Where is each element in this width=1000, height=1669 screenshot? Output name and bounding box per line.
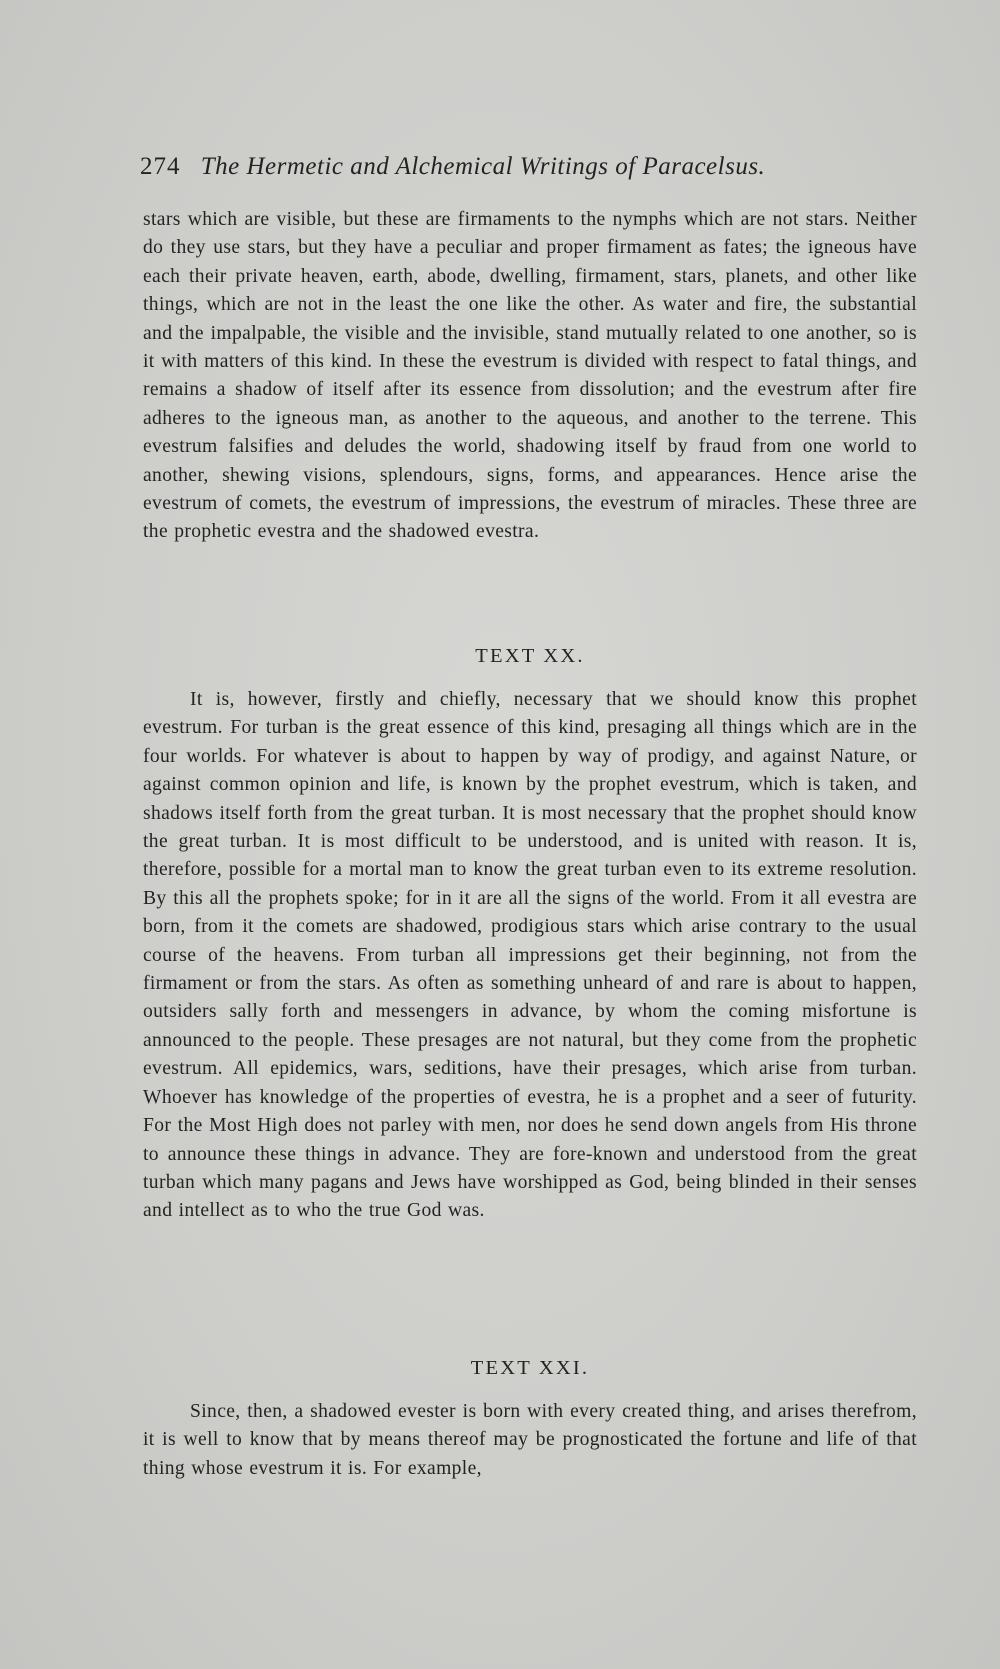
section-heading-text-xxi: TEXT XXI. (470, 1357, 590, 1379)
running-title: The Hermetic and Alchemical Writings of Paracelsus. (200, 153, 766, 180)
paragraph-text: Since, then, a shadowed evester is born with every created thing, and arises therefrom, it is well to know that by means thereof may be prognosticated the fortune and life of that thing whose evestrum it is. For example, (143, 1401, 917, 1479)
section-heading-text-xx: TEXT XX. (475, 645, 585, 667)
paragraph-continuation (143, 206, 917, 547)
paragraph-text: It is, however, firstly and chiefly, necessary that we should know this prophet evestrum. For turban is the great essence of this kind, presaging all things which are in the four worlds. For whatever is about to happen by way of prodigy, and against Nature, or against common opinion and life, is known by the prophet evestrum, which is taken, and shadows itself forth from the great turban. It is most necessary that the prophet should know the great turban. It is most difficult to be understood, and is united with reason. It is, therefore, possible for a mortal man to know the great turban even to its extreme resolution. By this all the prophets spoke; for in it are all the signs of the world. From it all evestra are born, from it the comets are shadowed, prodigious stars which arise contrary to the usual course of the heavens. From turban all impressions get their beginning, not from the firmament or from the stars. As often as something unheard of and rare is about to happen, outsiders sally forth and messengers in advance, by whom the coming misfortune is announced to the people. These presages are not natural, but they come from the prophetic evestrum. All epidemics, wars, seditions, have their presages, which arise from turban. Whoever has knowledge of the properties of evestra, he is a prophet and a seer of futurity. For the Most High does not parley with men, nor does he send down angels from His throne to announce these things in advance. They are fore-known and understood from the great turban which many pagans and Jews have worshipped as God, being blinded in their senses and intellect as to who the true God was. (143, 689, 917, 1222)
running-header (140, 152, 920, 182)
page-number: 274 (140, 153, 181, 180)
paragraph-text: stars which are visible, but these are firmaments to the nymphs which are not stars. Neither do they use stars, but they have a peculiar and proper firmament as fates; the igneous have each their private heaven, earth, abode, dwelling, firmament, stars, planets, and other like things, which are not in the least the one like the other. As water and fire, the substantial and the impalpable, the visible and the invisible, stand mutually related to one another, so is it with matters of this kind. In these the evestrum is divided with respect to fatal things, and remains a shadow of itself after its essence from dissolution; and the evestrum after fire adheres to the igneous man, as another to the aqueous, and another to the terrene. This evestrum falsifies and deludes the world, shadowing itself by fraud from one world to another, shewing visions, splendours, signs, forms, and appearances. Hence arise the evestrum of comets, the evestrum of impressions, the evestrum of miracles. These three are the prophetic evestra and the shadowed evestra. (143, 209, 917, 543)
paragraph-text-xxi (143, 1398, 917, 1483)
paragraph-text-xx (143, 686, 917, 1226)
